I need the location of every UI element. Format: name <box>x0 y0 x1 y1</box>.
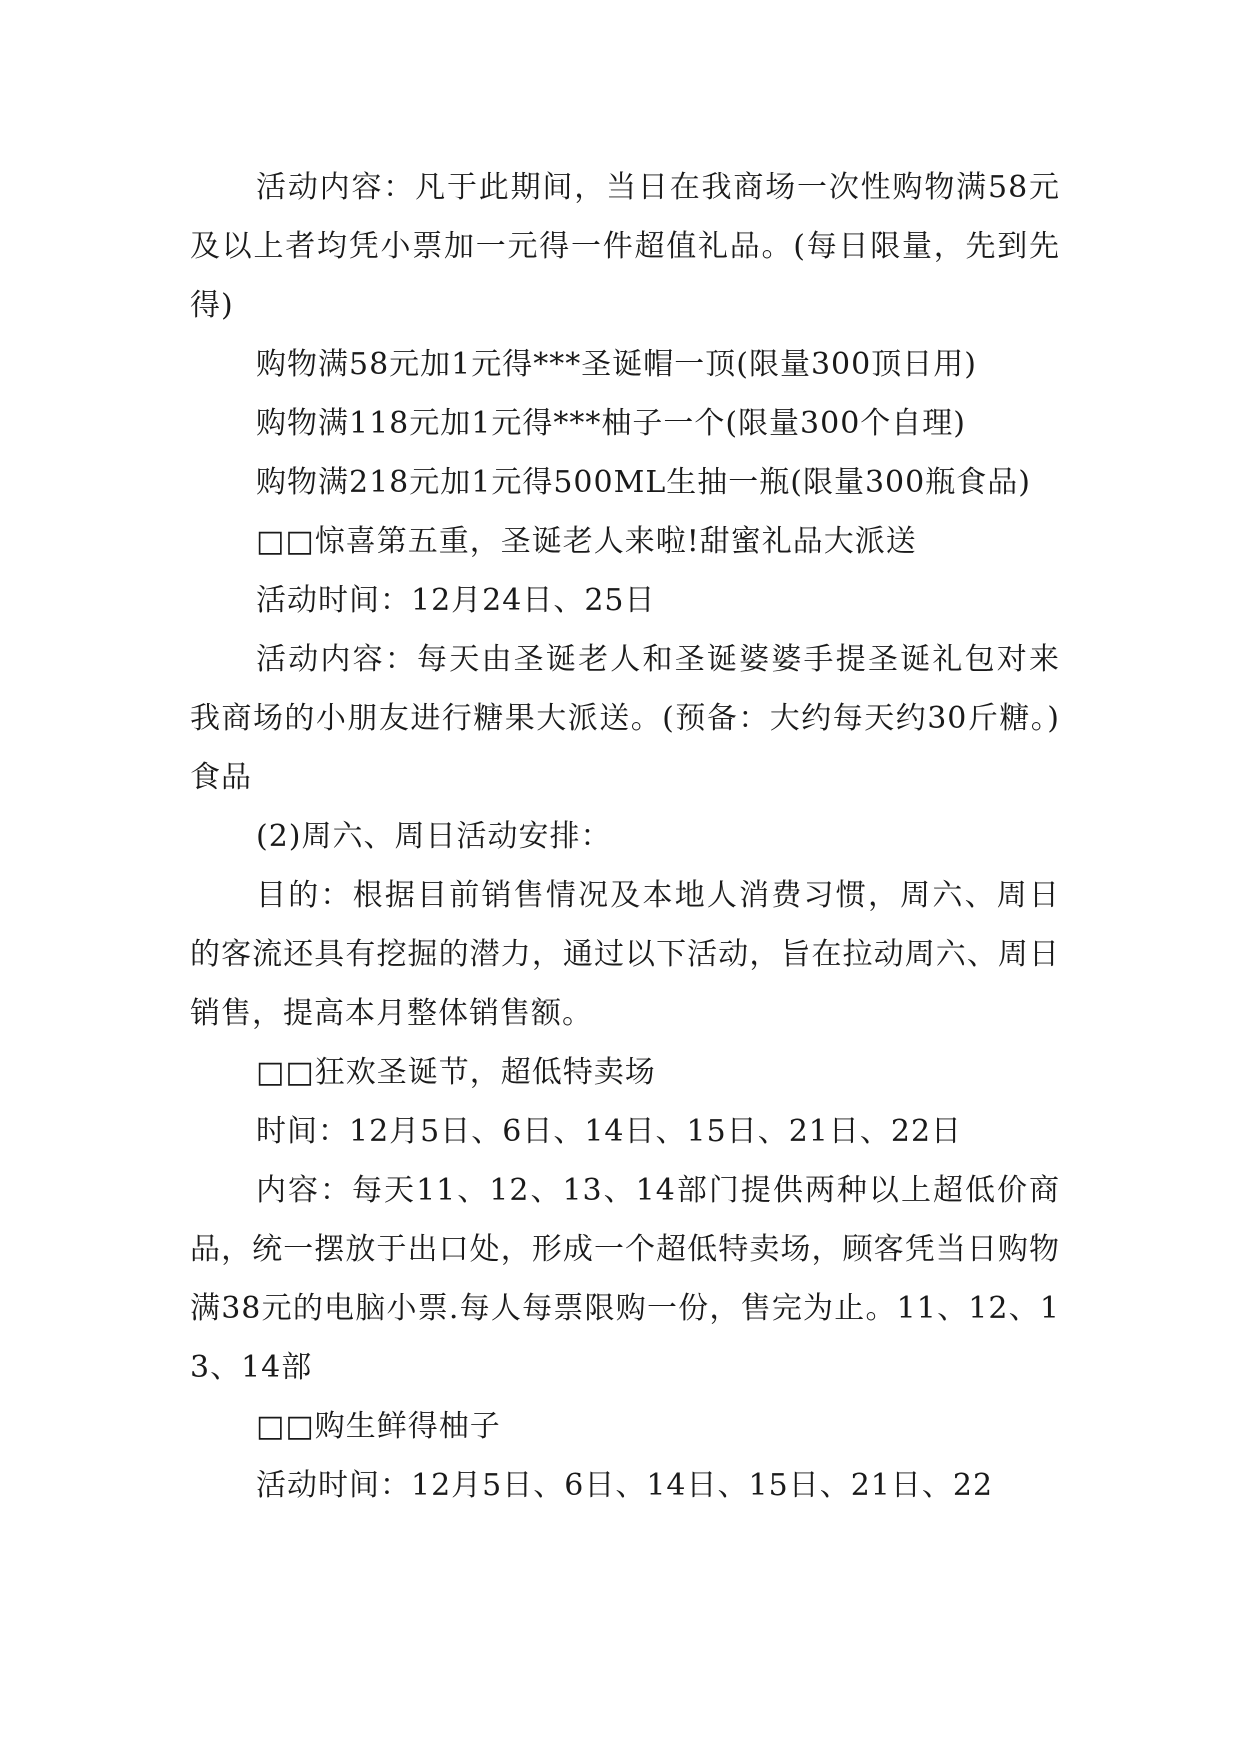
paragraph-gift-218: 购物满218元加1元得500ML生抽一瓶(限量300瓶食品) <box>256 465 1031 500</box>
paragraph-santa-content: 活动内容：每天由圣诞老人和圣诞婆婆手提圣诞礼包对来我商场的小朋友进行糖果大派送。(预备：大约每天约30斤糖。)食品 <box>190 642 1060 795</box>
paragraph-gift-118: 购物满118元加1元得***柚子一个(限量300个自理) <box>256 406 967 441</box>
heading-christmas-sale: □□狂欢圣诞节，超低特卖场 <box>256 1055 656 1090</box>
paragraph-activity-content: 活动内容：凡于此期间，当日在我商场一次性购物满58元及以上者均凭小票加一元得一件超值礼品。(每日限量，先到先得) <box>190 170 1060 323</box>
paragraph-activity-time: 活动时间：12月24日、25日 <box>256 583 656 618</box>
heading-fresh-pomelo: □□购生鲜得柚子 <box>256 1409 501 1444</box>
paragraph-gift-58: 购物满58元加1元得***圣诞帽一顶(限量300顶日用) <box>256 347 977 382</box>
paragraph-sale-content: 内容：每天11、12、13、14部门提供两种以上超低价商品，统一摆放于出口处，形成一个超低特卖场，顾客凭当日购物满38元的电脑小票.每人每票限购一份，售完为止。11、12、13、14部 <box>190 1173 1060 1385</box>
paragraph-sale-time: 时间：12月5日、6日、14日、15日、21日、22日 <box>256 1114 963 1149</box>
heading-weekend-schedule: (2)周六、周日活动安排： <box>256 819 612 854</box>
paragraph-pomelo-time: 活动时间：12月5日、6日、14日、15日、21日、22 <box>256 1468 994 1503</box>
heading-surprise-five: □□惊喜第五重，圣诞老人来啦!甜蜜礼品大派送 <box>256 524 917 559</box>
paragraph-purpose: 目的：根据目前销售情况及本地人消费习惯，周六、周日的客流还具有挖掘的潜力，通过以下活动，旨在拉动周六、周日销售，提高本月整体销售额。 <box>190 878 1060 1031</box>
document-body <box>190 158 1060 1515</box>
